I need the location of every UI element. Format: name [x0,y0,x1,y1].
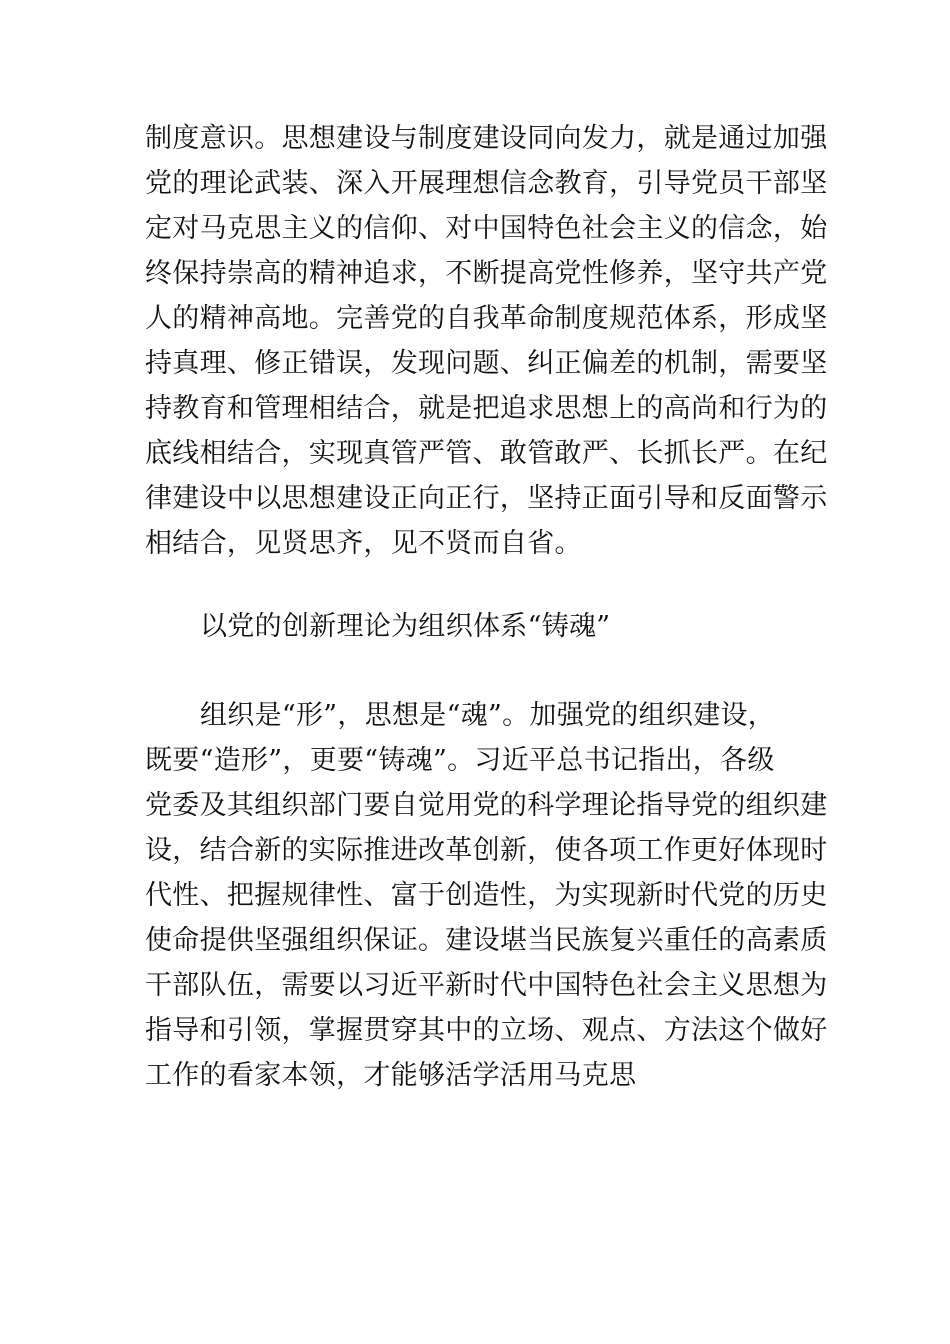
paragraph-2-line: 设，结合新的实际推进改革创新，使各项工作更好体现时 [145,835,828,866]
section-heading-block [145,604,825,649]
paragraph-2 [145,693,828,1098]
paragraph-2-line: 党委及其组织部门要自觉用党的科学理论指导党的组织建 [145,790,828,821]
paragraph-2-line: 使命提供坚强组织保证。建设堪当民族复兴重任的高素质 [145,925,828,956]
paragraph-1-line: 终保持崇高的精神追求，不断提高党性修养，坚守共产党 [145,258,828,289]
paragraph-1-line: 律建设中以思想建设正向正行，坚持正面引导和反面警示 [145,483,828,514]
paragraph-2-line: 干部队伍，需要以习近平新时代中国特色社会主义思想为 [145,970,828,1001]
paragraph-2-line: 代性、把握规律性、富于创造性，为实现新时代党的历史 [145,880,828,911]
paragraph-1-line: 党的理论武装、深入开展理想信念教育，引导党员干部坚 [145,168,828,199]
paragraph-1-line: 持真理、修正错误，发现问题、纠正偏差的机制，需要坚 [145,348,828,379]
paragraph-1-line: 相结合，见贤思齐，见不贤而自省。 [145,528,582,559]
section-heading: 以党的创新理论为组织体系“铸魂” [200,611,611,642]
paragraph-1 [145,116,828,566]
paragraph-1-line: 定对马克思主义的信仰、对中国特色社会主义的信念，始 [145,213,828,244]
paragraph-2-line: 既要“造形”，更要“铸魂”。习近平总书记指出，各级 [145,745,775,776]
paragraph-1-line: 人的精神高地。完善党的自我革命制度规范体系，形成坚 [145,303,828,334]
paragraph-2-line: 指导和引领，掌握贯穿其中的立场、观点、方法这个做好 [145,1015,828,1046]
paragraph-1-line: 持教育和管理相结合，就是把追求思想上的高尚和行为的 [145,393,828,424]
paragraph-1-line: 底线相结合，实现真管严管、敢管敢严、长抓长严。在纪 [145,438,828,469]
paragraph-2-line: 工作的看家本领，才能够活学活用马克思 [145,1060,637,1091]
paragraph-1-line: 制度意识。思想建设与制度建设同向发力，就是通过加强 [145,123,828,154]
paragraph-2-line: 组织是“形”，思想是“魂”。加强党的组织建设， [200,700,776,731]
